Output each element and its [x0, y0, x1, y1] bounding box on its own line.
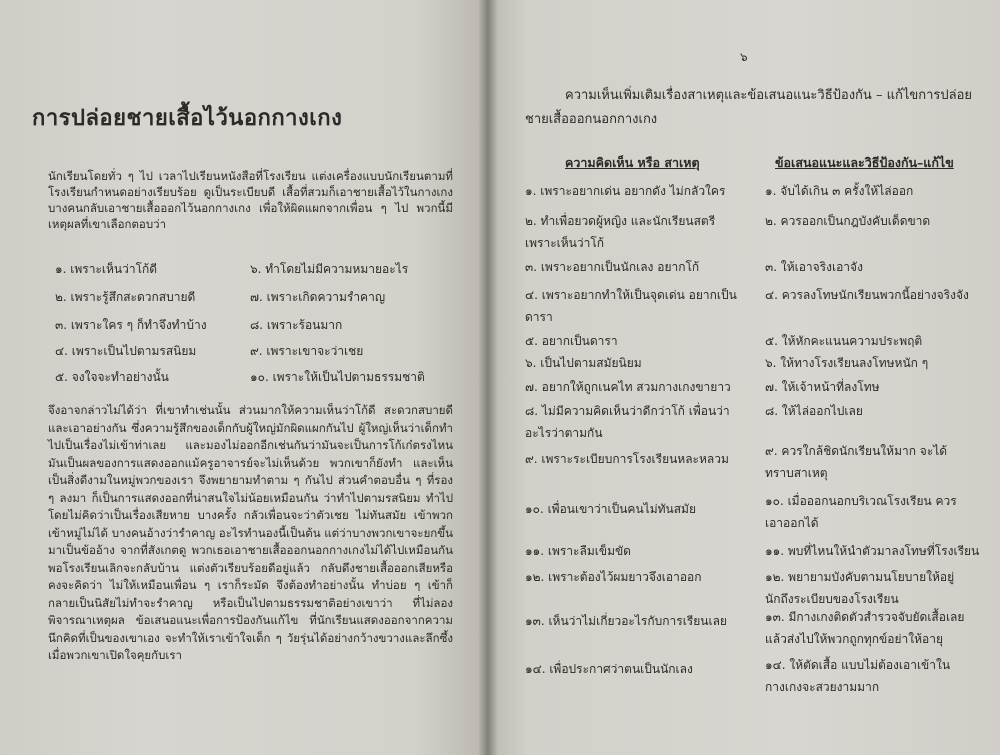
cause-item: ๗. อยากให้ถูกเนคไท สวมกางเกงขายาว	[525, 380, 731, 394]
page-number: ๖	[740, 50, 748, 64]
cause-item: ๑๓. เห็นว่าไม่เกี่ยวอะไรกับการเรียนเลย	[525, 614, 727, 628]
solution-item: ๑. จับได้เกิน ๓ ครั้งให้ไล่ออก	[765, 184, 914, 198]
reason-item: ๒. เพราะรู้สึกสะดวกสบายดี	[55, 290, 196, 304]
solution-item: ๖. ให้ทางโรงเรียนลงโทษหนัก ๆ	[765, 356, 929, 370]
solution-item: ๕. ให้หักคะแนนความประพฤติ	[765, 334, 923, 348]
section-heading: ความเห็นเพิ่มเติมเรื่องสาเหตุและข้อเสนอแนะวิธีป้องกัน – แก้ไขการปล่อย	[565, 88, 973, 103]
cause-item: ๑. เพราะอยากเด่น อยากดัง ไม่กลัวใคร	[525, 184, 726, 198]
cause-item: ๒. ทำเพื่อยวดผู้หญิง และนักเรียนสตรีเพราะเห็นว่าโก้	[525, 214, 716, 250]
reason-item: ๓. เพราะใคร ๆ ก็ทำจึงทำบ้าง	[55, 318, 207, 332]
cause-item: ๖. เป็นไปตามสมัยนิยม	[525, 356, 642, 370]
intro-paragraph: นักเรียนโดยทั่ว ๆ ไป เวลาไปเรียนหนังสือที่โรงเรียน แต่งเครื่องแบบนักเรียนตามที่โรงเรียนกำหนดอย่างเรียบร้อย ดูเป็นระเบียบดี เสื้อที่สวมก็เอาชายเสื้อไว้ในกางเกง บางคนกลับเอาชายเสื้อออกไว้นอกกางเกง เพื่อให้ผิดแผกจากเพื่อน ๆ ไป พวกนี้มีเหตุผลที่เขาเลือกตอบว่า	[48, 169, 453, 231]
solution-item: ๒. ควรออกเป็นกฎบังคับเด็ดขาด	[765, 214, 931, 228]
reason-item: ๘. เพราะร้อนมาก	[250, 318, 343, 332]
cause-item: ๑๑. เพราะลืมเข็มขัด	[525, 544, 631, 558]
solution-item: ๑๓. มีกางเกงติดตัวสำรวจจับยัดเสื้อเลย แล้วส่งไปให้พวกถูกทุกข์อย่าให้อายุ	[765, 610, 965, 646]
book-gutter	[478, 0, 498, 755]
section-heading-cont: ชายเสื้อออกนอกกางเกง	[525, 112, 658, 127]
reason-item: ๔. เพราะเป็นไปตามรสนิยม	[55, 344, 197, 358]
cause-item: ๔. เพราะอยากทำให้เป็นจุดเด่น อยากเป็นดารา	[525, 288, 737, 324]
reason-item: ๖. ทำโดยไม่มีความหมายอะไร	[250, 262, 409, 276]
reason-item: ๑๐. เพราะให้เป็นไปตามธรรมชาติ	[250, 370, 425, 384]
reason-item: ๑. เพราะเห็นว่าโก้ดี	[55, 262, 158, 276]
solution-item: ๑๔. ให้ตัดเสื้อ แบบไม่ต้องเอาเข้าในกางเกงจะสวยงามมาก	[765, 658, 951, 694]
reason-item: ๙. เพราะเขาจะว่าเชย	[250, 344, 364, 358]
cause-item: ๓. เพราะอยากเป็นนักเลง อยากโก้	[525, 260, 700, 274]
solution-item: ๑๐. เมื่อออกนอกบริเวณโรงเรียน ควรเอาออกได้	[765, 494, 957, 530]
cause-item: ๑๔. เพื่อประกาศว่าตนเป็นนักเลง	[525, 662, 693, 676]
cause-item: ๙. เพราะระเบียบการโรงเรียนหละหลวม	[525, 452, 729, 466]
causes-header: ความคิดเห็น หรือ สาเหตุ	[565, 155, 700, 170]
reason-item: ๗. เพราะเกิดความรำคาญ	[250, 290, 386, 304]
cause-item: ๘. ไม่มีความคิดเห็นว่าดีกว่าโก้ เพื่อนว่าอะไรว่าตามกัน	[525, 404, 730, 440]
solution-item: ๑๒. พยายามบังคับตามนโยบายให้อยู่ นักถึงระเบียบของโรงเรียน	[765, 570, 955, 606]
solution-item: ๙. ควรใกล้ชิดนักเรียนให้มาก จะได้ทราบสาเหตุ	[765, 444, 948, 480]
body-paragraph: จึงอาจกล่าวไม่ได้ว่า ที่เขาทำเช่นนั้น ส่วนมากให้ความเห็นว่าโก้ดี สะดวกสบายดี และเอาอย่างกัน ซึ่งความรู้สึกของเด็กกับผู้ใหญ่มักผิดแผกกันไป ผู้ใหญ่เห็นว่าเด็กทำไปเป็นเรื่องไม่เข้าท่าเลย และมองไม่ออกอีกเช่นกันว่ามันจะเป็นการโก้เก๋ตรงไหน มันเป็นผลของการแสดงออกแม้ครูอาจารย์จะไม่เห็นด้วย พวกเขาก็ยังทำ และเห็นเป็นสิ่งดีงามในหมู่พวกของเรา จึงพยายามทำตาม ๆ กันไป ส่วนคำตอบอื่น ๆ ที่รอง ๆ ลงมา ก็เป็นการแสดงออกที่น่าสนใจไม่น้อยเหมือนกัน ว่าทำไปตามรสนิยม ทำไปโดยไม่คิดว่าเป็นเรื่องเสียหาย บางครั้ง กลัวเพื่อนจะว่าตัวเชย ไม่ทันสมัย เข้าพวกเข้าหมู่ไม่ได้ บางคนอ้างว่ารำคาญ อะไรทำนองนี้เป็นต้น แต่ว่าบางพวกเขาจะยกขึ้นมาเป็นข้ออ้าง จากที่สังเกตดู พวกเธอเอาชายเสื้อออกนอกกางเกงไม่ได้ไปเหมือนกัน พอโรงเรียนเลิกจะกลับบ้าน แต่งตัวเรียบร้อยดีอยู่แล้ว กลับดึงชายเสื้อออกเสียหรือคงจะคิดว่า ไม่ให้เหมือนเพื่อน ๆ เราก็ระมัด จึงต้องทำอย่างนั้น ทำบ่อย ๆ เข้าก็กลายเป็นนิสัยไม่ทำจะรำคาญ หรือเป็นไปตามธรรมชาติอย่างเขาว่า ที่ไม่ลองพิจารณาเหตุผล ข้อเสนอแนะเพื่อการป้องกันแก้ไข ที่นักเรียนแสดงออกจากความนึกคิดที่เป็นของเขาเอง จะทำให้เราเข้าใจเด็ก ๆ วัยรุ่นได้อย่างกว้างขวางและลึกซึ้ง เมื่อพวกเขาเปิดใจคุยกับเรา	[48, 403, 453, 662]
cause-item: ๕. อยากเป็นดารา	[525, 334, 618, 348]
solution-item: ๗. ให้เจ้าหน้าที่ลงโทษ	[765, 380, 880, 394]
cause-item: ๑๒. เพราะต้องไว้ผมยาวจึงเอาออก	[525, 570, 702, 584]
solution-item: ๘. ให้ไล่ออกไปเลย	[765, 404, 863, 418]
reason-item: ๕. จงใจจะทำอย่างนั้น	[55, 370, 169, 384]
left-page	[0, 0, 488, 755]
cause-item: ๑๐. เพื่อนเขาว่าเป็นคนไม่ทันสมัย	[525, 502, 696, 516]
solution-item: ๑๑. พบที่ไหนให้นำตัวมาลงโทษที่โรงเรียน	[765, 544, 980, 558]
page-title: การปล่อยชายเสื้อไว้นอกกางเกง	[32, 105, 343, 131]
solution-item: ๔. ควรลงโทษนักเรียนพวกนี้อย่างจริงจัง	[765, 288, 969, 302]
solutions-header: ข้อเสนอแนะและวิธีป้องกัน–แก้ไข	[775, 155, 954, 170]
solution-item: ๓. ให้เอาจริงเอาจัง	[765, 260, 863, 274]
